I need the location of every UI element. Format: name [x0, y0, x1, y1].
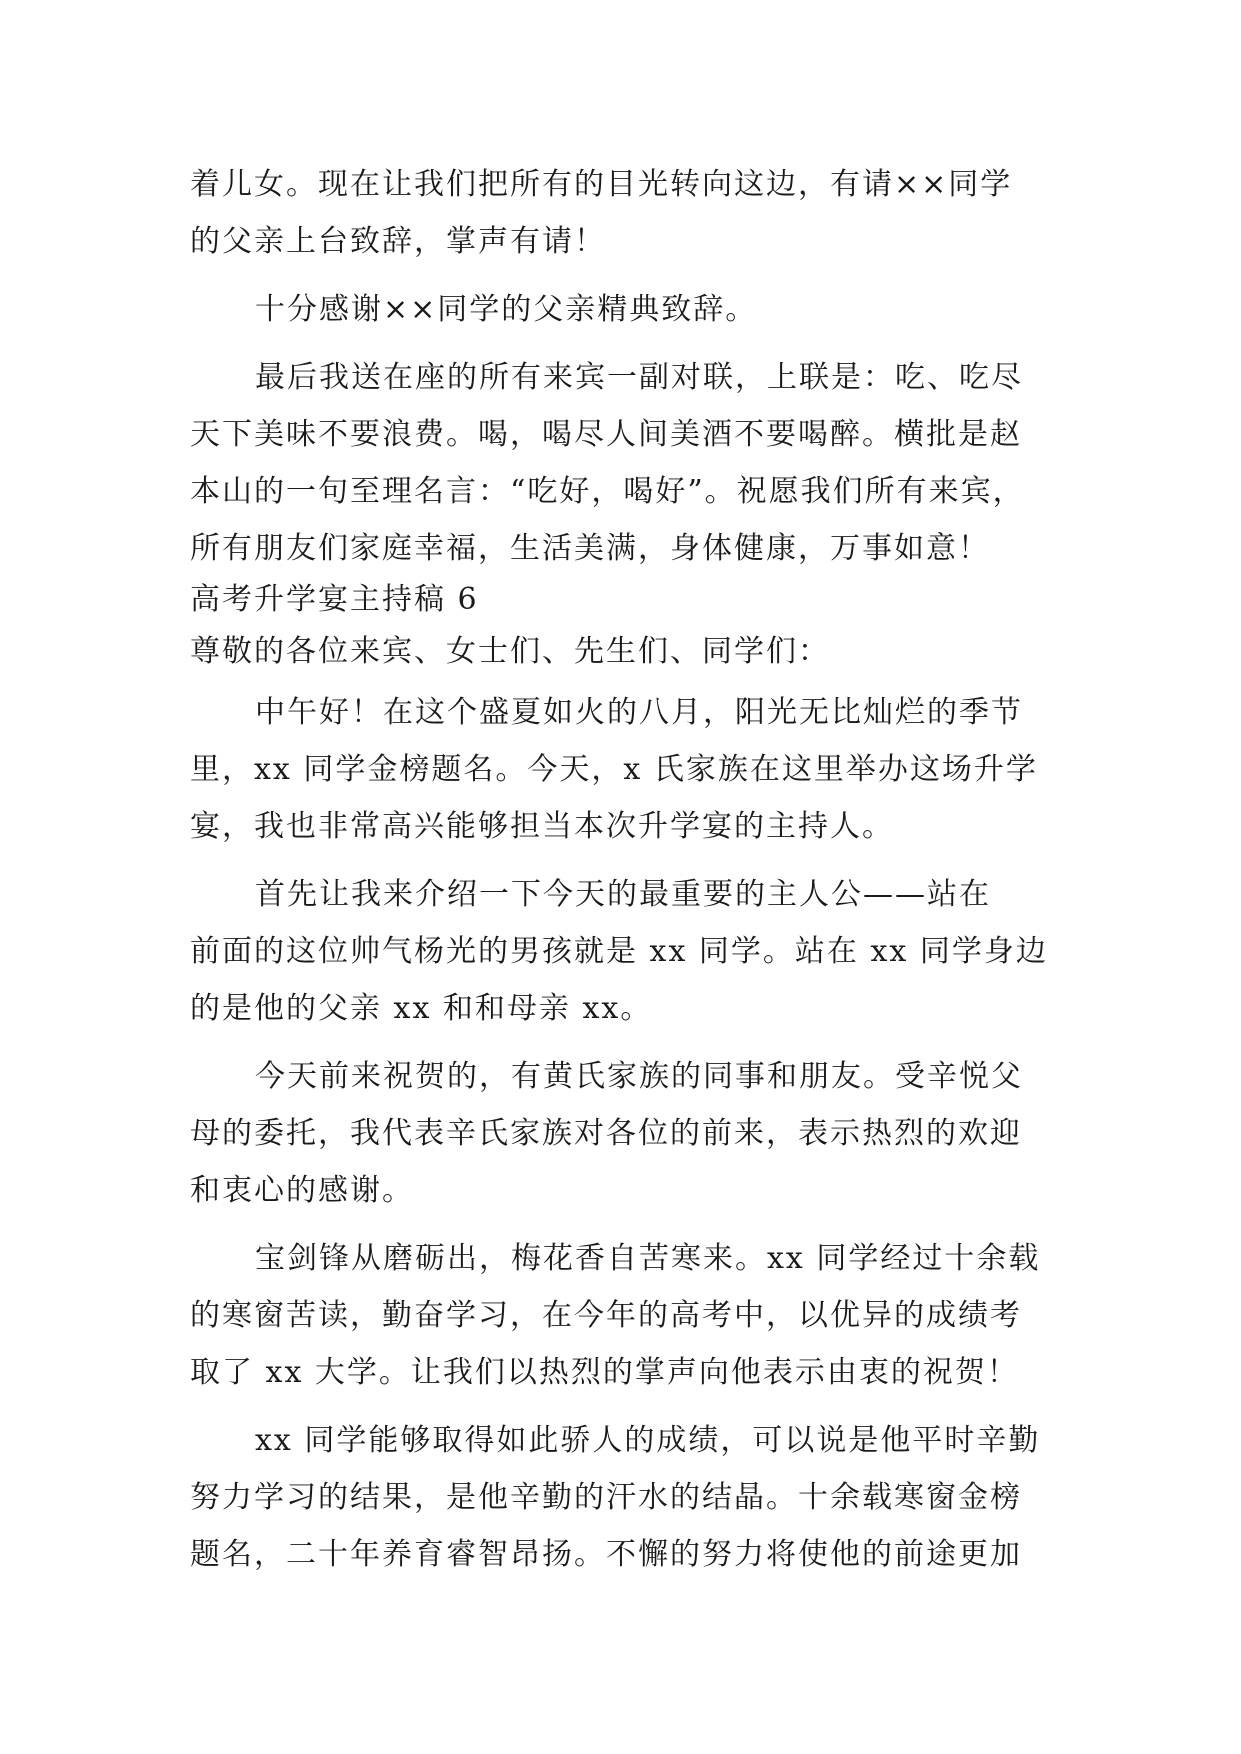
text-line: 努力学习的结果，是他辛勤的汗水的结晶。十余载寒窗金榜: [190, 1480, 1022, 1515]
paragraph-start-line: xx 同学能够取得如此骄人的成绩，可以说是他平时辛勤: [255, 1423, 1041, 1458]
text-line: 所有朋友们家庭幸福，生活美满，身体健康，万事如意！: [190, 531, 990, 566]
text-line: 里，xx 同学金榜题名。今天，x 氏家族在这里举办这场升学: [190, 752, 1038, 787]
paragraph-start-line: 首先让我来介绍一下今天的最重要的主人公——站在: [255, 877, 991, 912]
paragraph-start-line: 中午好！在这个盛夏如火的八月，阳光无比灿烂的季节: [255, 695, 1023, 730]
text-line: 的寒窗苦读，勤奋学习，在今年的高考中，以优异的成绩考: [190, 1298, 1022, 1333]
section-title: 高考升学宴主持稿 6: [190, 582, 479, 617]
text-line: 本山的一句至理名言：“吃好，喝好”。祝愿我们所有来宾，: [190, 474, 1025, 509]
paragraph-start-line: 最后我送在座的所有来宾一副对联，上联是：吃、吃尽: [255, 360, 1023, 395]
text-line: 天下美味不要浪费。喝，喝尽人间美酒不要喝醉。横批是赵: [190, 417, 1022, 452]
text-line: 宴，我也非常高兴能够担当本次升学宴的主持人。: [190, 809, 894, 844]
paragraph-start-line: 宝剑锋从磨砺出，梅花香自苦寒来。xx 同学经过十余载: [255, 1241, 1041, 1276]
text-line: 前面的这位帅气杨光的男孩就是 xx 同学。站在 xx 同学身边: [190, 934, 1048, 969]
text-line: 题名，二十年养育睿智昂扬。不懈的努力将使他的前途更加: [190, 1537, 1022, 1572]
salutation: 尊敬的各位来宾、女士们、先生们、同学们：: [190, 634, 830, 669]
text-line: 着儿女。现在让我们把所有的目光转向这边，有请××同学: [190, 167, 1013, 202]
text-line: 的是他的父亲 xx 和和母亲 xx。: [190, 991, 653, 1026]
paragraph-start-line: 今天前来祝贺的，有黄氏家族的同事和朋友。受辛悦父: [255, 1059, 1023, 1094]
text-line: 的父亲上台致辞，掌声有请！: [190, 224, 606, 259]
text-line: 取了 xx 大学。让我们以热烈的掌声向他表示由衷的祝贺！: [190, 1355, 1019, 1390]
text-line: 和衷心的感谢。: [190, 1173, 414, 1208]
text-line: 母的委托，我代表辛氏家族对各位的前来，表示热烈的欢迎: [190, 1116, 1022, 1151]
paragraph-start-line: 十分感谢××同学的父亲精典致辞。: [255, 292, 758, 327]
